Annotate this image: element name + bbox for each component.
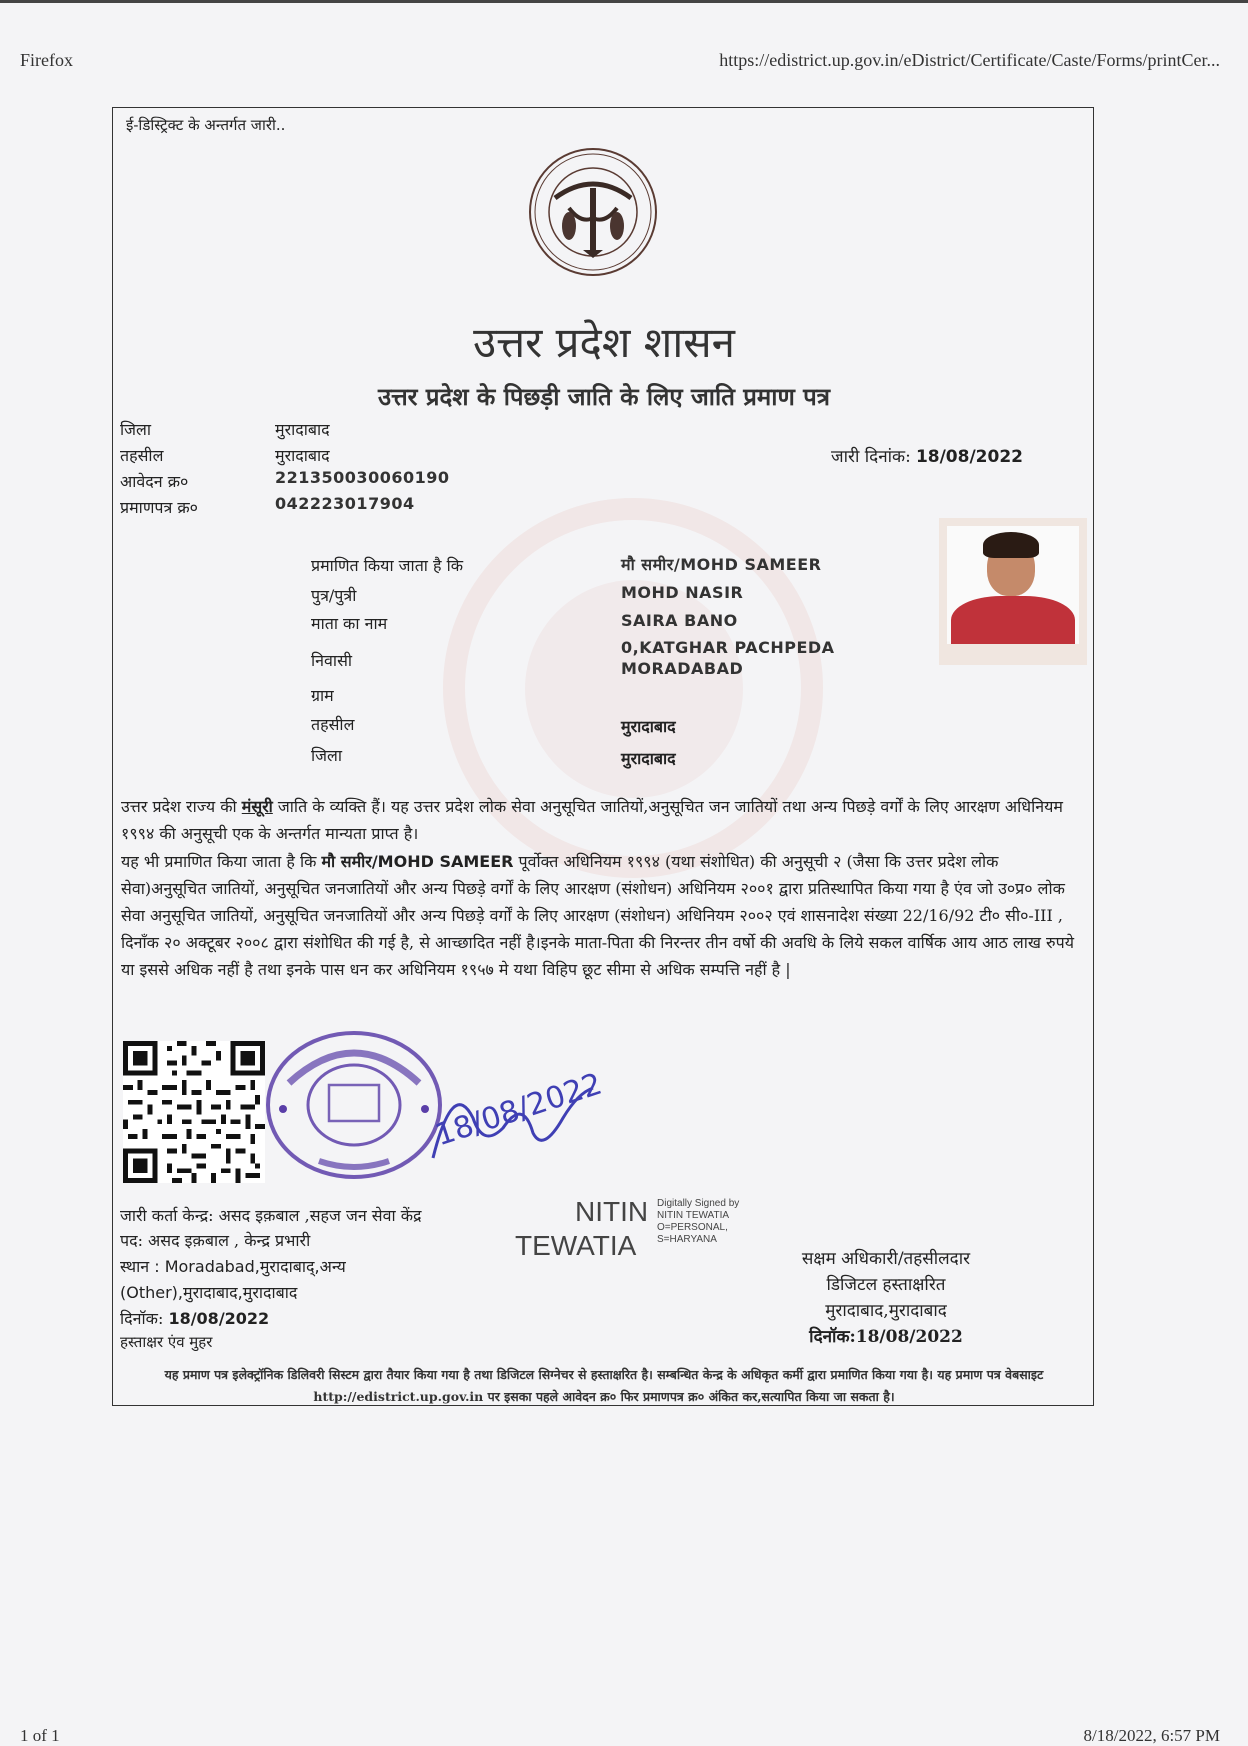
person-tehsil-value: मुरादाबाद [621,717,676,736]
tehsil-value: मुरादाबाद [275,446,330,465]
browser-name: Firefox [20,50,73,70]
issuer-date: दिनॉक: 18/08/2022 [120,1309,270,1328]
officer-title: सक्षम अधिकारी/तहसीलदार [801,1249,971,1269]
certificate [112,107,1094,1406]
caste-paragraph: उत्तर प्रदेश राज्य की मंसूरी जाति के व्यक्ति हैं। यह उत्तर प्रदेश लोक सेवा अनुसूचित जातियों,अनुसूचित जन जातियों तथा अन्य पिछड़े वर्गों के लिए आरक्षण अधिनियम १९९४ की अनुसूची एक के अन्तर्गत मान्यता प्राप्त है। [121,797,1063,843]
certificate-no-value: 042223017904 [275,494,415,513]
application-no-label: आवेदन क्र० [120,472,189,491]
resident-value-line2: MORADABAD [621,659,744,678]
declaration-paragraph: यह भी प्रमाणित किया जाता है कि मौ समीर/MOHD SAMEER पूर्वोक्त अधिनियम १९९४ (यथा संशोधित) की अनुसूची २ (जैसा कि उत्तर प्रदेश लोक सेवा)अनुसूचित जातियों, अनुसूचित जनजातियों और अन्य पिछड़े वर्गों के लिए आरक्षण (संशोधन) अधिनियम २००१ द्वारा प्रतिस्थापित किया गया है एंव जो उ०प्र० लोक सेवा अनुसूचित जातियों, अनुसूचित जनजातियों और अन्य पिछड़े वर्गों के लिए आरक्षण (संशोधन) अधिनियम २००२ एवं शासनादेश संख्या 22/16/92 टी० सी०-III , दिनाँक २० अक्टूबर २००८ द्वारा संशोधित की गई है, से आच्छादित नहीं है।इनके माता-पिता की निरन्तर तीन वर्षो की अवधि के लिये सकल वार्षिक आय आठ लाख रुपये या इससे अधिक नहीं है तथा इनके पास धन कर अधिनियम १९५७ मे यथा विहिप छूट सीमा से अधिक सम्पत्ति नहीं है | [121,852,1074,979]
mother-label: माता का नाम [311,614,388,633]
issuer-post: पद: असद इक़बाल , केन्द्र प्रभारी [120,1231,311,1250]
page-count: 1 of 1 [20,1726,60,1745]
parent-value: MOHD NASIR [621,583,744,602]
print-timestamp: 8/18/2022, 6:57 PM [1083,1726,1220,1745]
officer-place: मुरादाबाद,मुरादाबाद [825,1301,947,1321]
mother-value: SAIRA BANO [621,611,738,630]
person-district-value: मुरादाबाद [621,749,676,768]
digital-signer-first-name: NITIN [575,1196,649,1227]
qr-code [123,1041,265,1183]
declaration-name: मौ समीर/MOHD SAMEER [321,852,514,871]
village-label: ग्राम [311,686,334,705]
issue-date-value: 18/08/2022 [915,447,1023,467]
print-url: https://edistrict.up.gov.in/eDistrict/Certificate/Caste/Forms/printCer... [719,50,1220,70]
issued-under-text: ई-डिस्ट्रिक्ट के अन्तर्गत जारी.. [126,116,286,134]
person-tehsil-label: तहसील [311,715,355,734]
caste-name: मंसूरी [241,797,273,816]
issue-date-label: जारी दिनांक: [831,447,911,467]
issuer-date-value: 18/08/2022 [168,1309,270,1328]
resident-label: निवासी [311,651,353,670]
issuer-centre: जारी कर्ता केन्द्र: असद इक़बाल ,सहज जन सेवा केंद्र [120,1206,422,1225]
government-title: उत्तर प्रदेश शासन [473,318,735,367]
certificate-no-label: प्रमाणपत्र क्र० [120,498,198,517]
certified-label: प्रमाणित किया जाता है कि [311,556,464,575]
sign-and-seal: हस्ताक्षर एंव मुहर [120,1333,213,1351]
certificate-title: उत्तर प्रदेश के पिछड़ी जाति के लिए जाति प्रमाण पत्र [377,382,831,411]
application-no-value: 221350030060190 [275,468,450,487]
tehsil-label: तहसील [120,446,164,465]
applicant-photo [939,518,1087,665]
issuer-place-line2: (Other),मुरादाबाद,मुरादाबाद [120,1283,298,1302]
resident-value-line1: 0,KATGHAR PACHPEDA [621,638,835,657]
parent-label: पुत्र/पुत्री [311,586,357,605]
district-label: जिला [120,420,152,439]
applicant-name-value: मौ समीर/MOHD SAMEER [621,555,822,574]
district-value: मुरादाबाद [275,420,330,439]
scan-top-edge [0,0,1248,3]
officer-date: दिनॉक:18/08/2022 [809,1327,963,1347]
person-district-label: जिला [311,746,343,765]
digital-signer-last-name: TEWATIA [515,1230,637,1261]
officer-digitally-signed: डिजिटल हस्ताक्षरित [826,1275,946,1295]
issuer-place-line1: स्थान : Moradabad,मुरादाबाद्,अन्य [120,1257,346,1276]
up-government-emblem-icon [527,146,659,278]
digital-signature-details: Digitally Signed by NITIN TEWATIA O=PERSONAL, S=HARYANA [657,1198,740,1245]
handwritten-date: 18/08/2022 [431,1066,607,1154]
issue-date [831,444,1023,467]
verification-footer-note: यह प्रमाण पत्र इलेक्ट्रॉनिक डिलिवरी सिस्टम द्वारा तैयार किया गया है तथा डिजिटल सिग्नेचर से हस्ताक्षरित है। सम्बन्धित केन्द्र के अधिकृत कर्मी द्वारा प्रमाणित किया गया है। यह प्रमाण पत्र वेबसाइट http://edistrict.up.gov.in पर इसका पहले आवेदन क्र० फिर प्रमाणपत्र क्र० अंकित कर,सत्यापित किया जा सकता है। [164,1367,1044,1404]
